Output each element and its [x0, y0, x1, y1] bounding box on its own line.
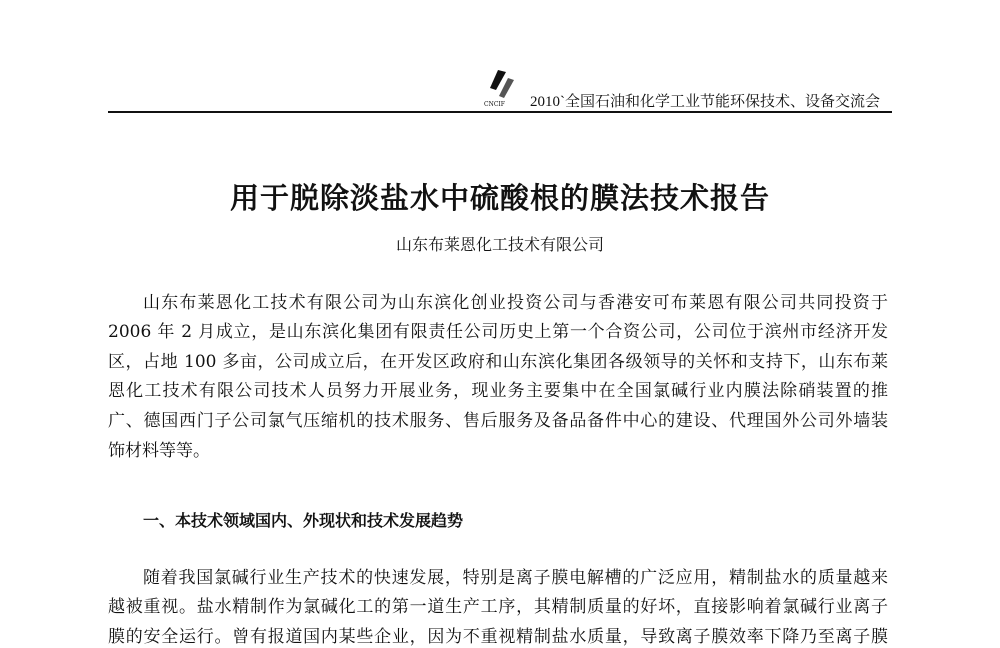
conference-header: 2010`全国石油和化学工业节能环保技术、设备交流会 — [530, 94, 880, 110]
document-author: 山东布莱恩化工技术有限公司 — [395, 235, 604, 254]
svg-text:CNCIF: CNCIF — [484, 101, 505, 108]
paragraph-line: 随着我国氯碱行业生产技术的快速发展，特别是离子膜电解槽的广泛应用，精制盐水的质量越来 — [143, 568, 888, 588]
paragraph-line: 恩化工技术有限公司技术人员努力开展业务，现业务主要集中在全国氯碱行业内膜法除硝装置的推 — [108, 381, 888, 401]
paragraph-line: 2006 年 2 月成立，是山东滨化集团有限责任公司历史上第一个合资公司，公司位于滨州市经济开发 — [108, 322, 888, 342]
paragraph-line: 广、德国西门子公司氯气压缩机的技术服务、售后服务及备品备件中心的建设、代理国外公司外墙装 — [108, 411, 888, 431]
document-title: 用于脱除淡盐水中硫酸根的膜法技术报告 — [229, 181, 770, 215]
conference-logo-icon — [484, 68, 520, 108]
paragraph-line: 膜的安全运行。曾有报道国内某些企业，因为不重视精制盐水质量，导致离子膜效率下降乃至离子膜 — [108, 627, 888, 647]
section-heading: 一、本技术领域国内、外现状和技术发展趋势 — [143, 511, 464, 530]
header-divider — [108, 111, 892, 113]
paragraph-line: 越被重视。盐水精制作为氯碱化工的第一道生产工序，其精制质量的好坏，直接影响着氯碱行业离子 — [108, 597, 888, 617]
paragraph-line: 饰材料等等。 — [108, 441, 210, 461]
paragraph-line: 山东布莱恩化工技术有限公司为山东滨化创业投资公司与香港安可布莱恩有限公司共同投资于 — [143, 293, 888, 313]
paragraph-line: 区，占地 100 多亩，公司成立后，在开发区政府和山东滨化集团各级领导的关怀和支持下，山东布莱 — [108, 352, 888, 372]
